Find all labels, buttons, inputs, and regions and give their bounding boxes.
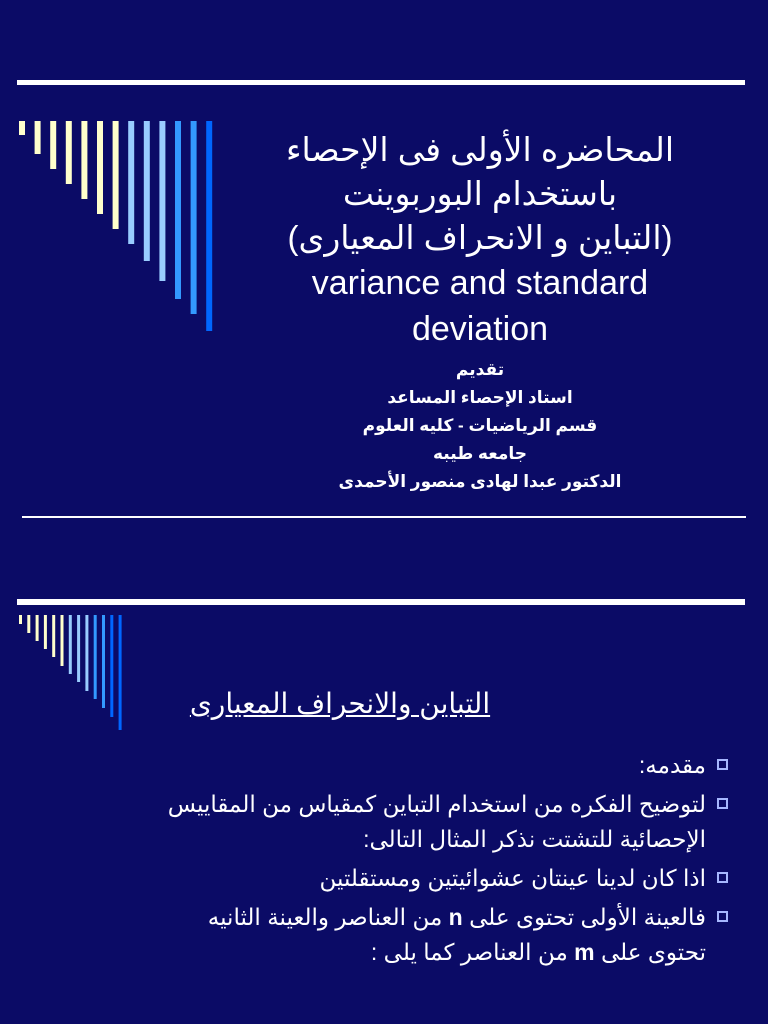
decorative-bar [102,615,105,708]
bullet-text: مقدمه: [638,752,706,778]
decorative-bar [36,615,39,641]
title-english-line: variance and standard [311,264,649,302]
variable-n: n [448,904,463,930]
credit-line: جامعه طيبه [433,444,527,463]
credit-line: استاد الإحصاء المساعد [387,388,573,407]
decorative-bar [27,615,30,633]
decorative-bar [113,121,119,229]
bullet-text: لتوضيح الفكره من استخدام التباين كمقياس من المقاييس الإحصائية للتشتت نذكر المثال التالى: [167,791,706,852]
decorative-bar [159,121,165,281]
title-english-line: deviation [411,310,549,348]
decorative-bar [144,121,150,261]
decorative-bar [191,121,197,314]
hollow-square-bullet-icon [717,911,728,922]
decorative-bar [52,615,55,657]
bullet-text-part: من العناصر كما يلى : [370,939,568,965]
title-line: المحاضره الأولى فى الإحصاء [285,131,675,168]
decorative-bar [44,615,47,649]
top-rule [17,599,745,605]
decorative-bar [19,121,25,135]
decorative-bar [66,121,72,184]
title-line: (التباين و الانحراف المعيارى) [287,219,673,256]
top-rule [17,80,745,85]
bullet-text-part: من العناصر والعينة الثانيه تحتوى على [207,904,706,965]
credit-line: قسم الرياضيات - كليه العلوم [362,416,598,435]
slide-heading: التباين والانحراف المعيارى [189,688,491,719]
decorative-bar [97,121,103,214]
bullet-text-part: فالعينة الأولى تحتوى على [469,904,706,930]
variable-m: m [574,939,595,965]
decorative-bar [19,615,22,624]
hollow-square-bullet-icon [717,759,728,770]
list-item [150,861,730,896]
decorative-bar [119,615,122,730]
decorative-bar [94,615,97,699]
hollow-square-bullet-icon [717,798,728,809]
bullet-list [150,748,730,974]
decorative-bar [50,121,56,169]
list-item [150,748,730,783]
credit-line: تقديم [455,360,505,379]
decorative-bar [77,615,80,682]
decorative-bar [69,615,72,674]
list-item [150,787,730,857]
decorative-bar [35,121,41,154]
decorative-bar [175,121,181,299]
decorative-bar [61,615,64,666]
list-item [150,900,730,970]
hollow-square-bullet-icon [717,872,728,883]
slide-content [0,512,768,1024]
credit-line: الدكتور عبدا لهادى منصور الأحمدى [338,472,622,491]
slide-title-block [270,128,690,496]
decorative-bar [85,615,88,691]
decorative-bar [128,121,134,244]
decorative-bar [206,121,212,331]
decorative-bar [81,121,87,199]
title-line: باستخدام البوربوينت [342,175,618,212]
bullet-text: اذا كان لدينا عينتان عشوائيتين ومستقلتين [319,865,706,891]
decorative-bar [110,615,113,717]
